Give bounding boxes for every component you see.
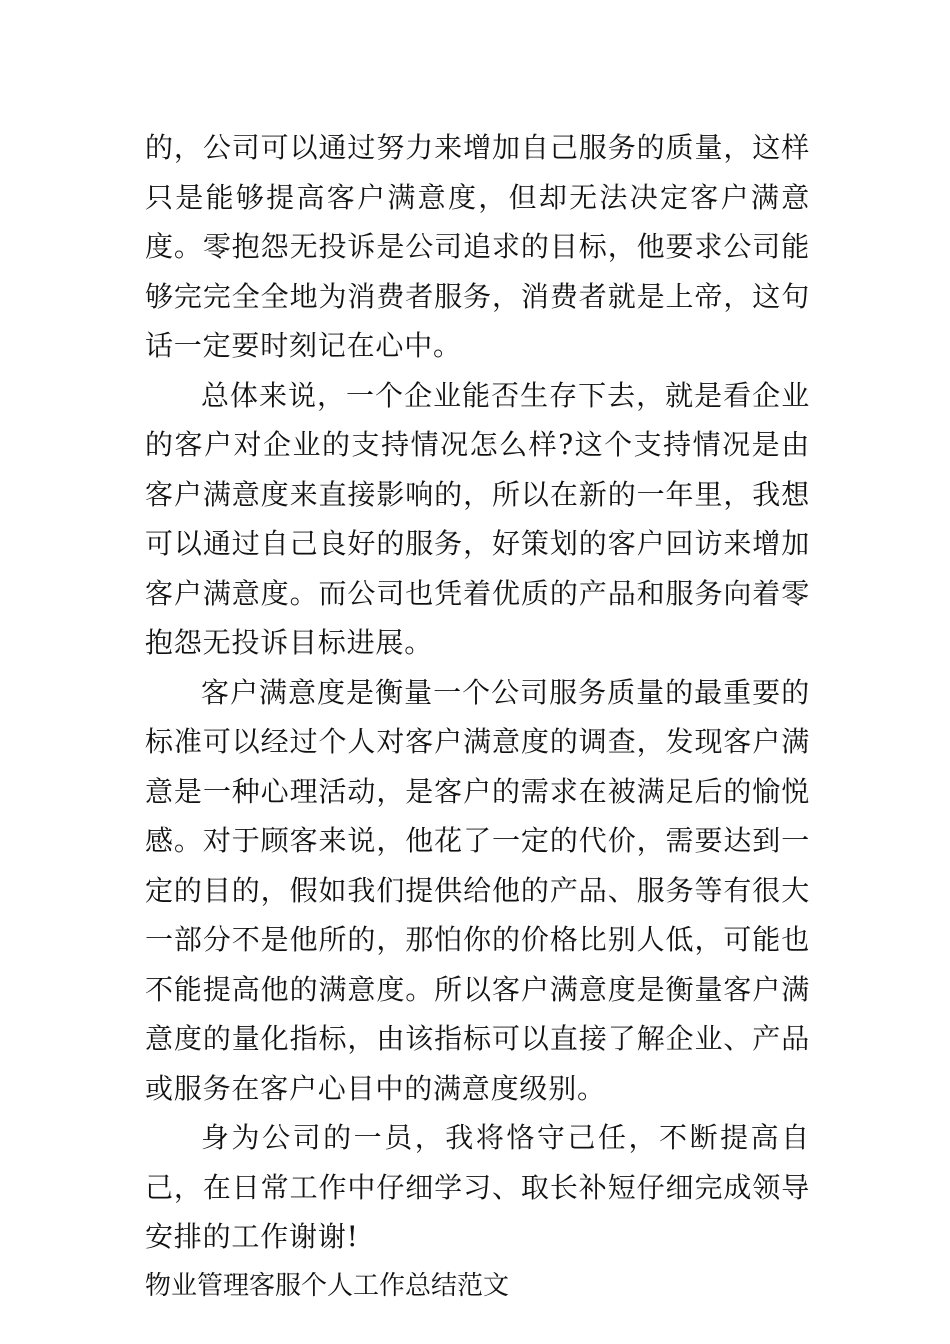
- document-body: [145, 123, 810, 1311]
- paragraph-satisfaction: 客户满意度是衡量一个公司服务质量的最重要的标准可以经过个人对客户满意度的调查，发现客户满意是一种心理活动，是客户的需求在被满足后的愉悦感。对于顾客来说，他花了一定的代价，需要达到一定的目的，假如我们提供给他的产品、服务等有很大一部分不是他所的，那怕你的价格比别人低，可能也不能提高他的满意度。所以客户满意度是衡量客户满意度的量化指标，由该指标可以直接了解企业、产品或服务在客户心目中的满意度级别。: [145, 675, 810, 1105]
- paragraph-closing: 身为公司的一员，我将恪守己任，不断提高自己，在日常工作中仔细学习、取长补短仔细完成领导安排的工作谢谢!: [145, 1121, 810, 1253]
- next-section-title: 物业管理客服个人工作总结范文: [145, 1270, 510, 1301]
- paragraph-continuation: 的，公司可以通过努力来增加自己服务的质量，这样只是能够提高客户满意度，但却无法决定客户满意度。零抱怨无投诉是公司追求的目标，他要求公司能够完完全全地为消费者服务，消费者就是上帝，这句话一定要时刻记在心中。: [145, 131, 810, 362]
- paragraph-summary: 总体来说，一个企业能否生存下去，就是看企业的客户对企业的支持情况怎么样?这个支持情况是由客户满意度来直接影响的，所以在新的一年里，我想可以通过自己良好的服务，好策划的客户回访来增加客户满意度。而公司也凭着优质的产品和服务向着零抱怨无投诉目标进展。: [145, 378, 810, 659]
